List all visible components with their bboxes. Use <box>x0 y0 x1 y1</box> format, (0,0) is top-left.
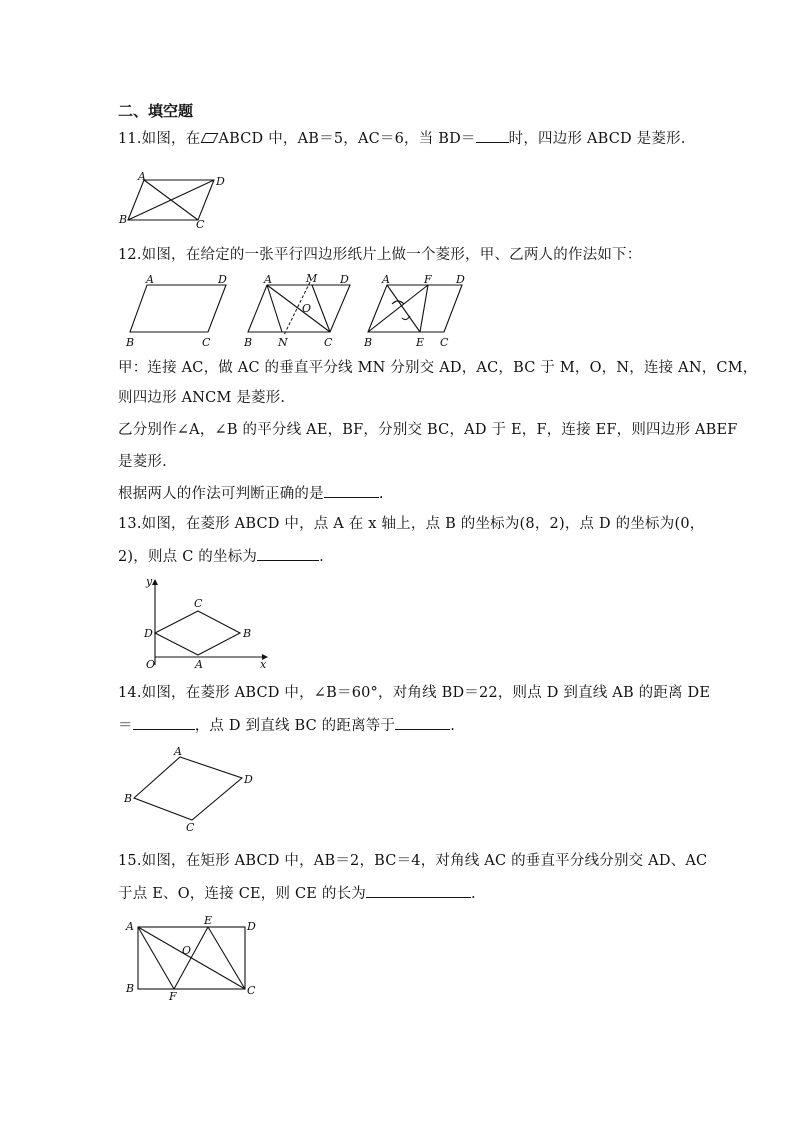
q13-label-d: D <box>144 627 153 640</box>
q13-label-c: C <box>194 597 203 610</box>
q13-label-a: A <box>195 658 203 670</box>
parallelogram-symbol-icon <box>201 133 219 143</box>
q15-line2: 于点 E、O，连接 CE，则 CE 的长为 . <box>118 883 476 904</box>
q14-label-a: A <box>174 745 182 758</box>
q13-label-y: y <box>146 575 153 588</box>
q12-fig3-label-d: D <box>456 273 465 286</box>
q13-answer-blank[interactable] <box>257 546 319 561</box>
q11-label-a: A <box>138 170 146 183</box>
q15-answer-blank[interactable] <box>366 883 471 898</box>
q14-figure <box>122 745 262 835</box>
q15-label-a: A <box>126 920 134 933</box>
q12-fig3-label-a: A <box>382 273 390 286</box>
q12-yi-line2: 是菱形. <box>118 454 167 470</box>
q15-label-e: E <box>204 914 213 927</box>
section-title: 二、填空题 <box>118 102 194 120</box>
q12-fig2-label-c: C <box>324 336 333 349</box>
q12-jia-line2: 则四边形 ANCM 是菱形. <box>118 390 286 406</box>
q12-fig2-label-d: D <box>340 273 349 286</box>
q12-text: 12.如图，在给定的一张平行四边形纸片上做一个菱形，甲、乙两人的作法如下： <box>118 247 642 263</box>
q11-text: 11.如图，在 ABCD 中，AB＝5，AC＝6，当 BD＝ 时，四边形 ABCD 是菱形. <box>118 128 686 149</box>
q14-line2: ＝ ，点 D 到直线 BC 的距离等于 . <box>118 715 455 736</box>
q12-answer-blank[interactable] <box>324 483 379 498</box>
q12-fig3-label-c: C <box>440 336 449 349</box>
q15-figure <box>120 912 265 1002</box>
q14-label-c: C <box>186 821 195 834</box>
q12-fig2-label-m: M <box>306 272 318 285</box>
q15-label-o: O <box>182 944 192 957</box>
q12-fig1-label-a: A <box>146 273 154 286</box>
q13-line1: 13.如图，在菱形 ABCD 中，点 A 在 x 轴上，点 B 的坐标为(8，2)，点 D 的坐标为(0， <box>118 516 705 532</box>
q12-fig2-label-n: N <box>278 336 288 349</box>
q11-label-c: C <box>196 218 205 230</box>
q14-line1: 14.如图，在菱形 ABCD 中，∠B＝60°，对角线 BD＝22，则点 D 到直线 AB 的距离 DE <box>118 685 711 701</box>
q12-fig2-label-a: A <box>264 273 272 286</box>
q11-label-b: B <box>119 213 128 226</box>
q12-fig3-label-b: B <box>364 336 373 349</box>
q12-figure-yi <box>362 270 477 350</box>
q15-label-f: F <box>169 990 177 1002</box>
q15-line1: 15.如图，在矩形 ABCD 中，AB＝2，BC＝4，对角线 AC 的垂直平分线分别交 AD、AC <box>118 853 708 869</box>
q13-label-x: x <box>260 658 267 670</box>
q14-answer-blank-bc[interactable] <box>395 715 450 730</box>
q12-fig3-label-e: E <box>416 336 425 349</box>
q12-figure-jia <box>242 270 357 350</box>
q13-label-b: B <box>243 627 252 640</box>
q13-coordinate-figure <box>140 575 275 670</box>
q12-fig1-label-c: C <box>202 336 211 349</box>
q11-figure <box>116 170 236 230</box>
q12-figure-original <box>122 270 232 350</box>
q12-fig1-label-b: B <box>126 336 135 349</box>
q14-answer-blank-de[interactable] <box>133 715 195 730</box>
q12-fig2-label-o: O <box>302 302 312 315</box>
q12-yi-line1: 乙分别作∠A，∠B 的平分线 AE，BF，分别交 BC，AD 于 E，F，连接 EF，则四边形 ABEF <box>118 422 738 438</box>
q11-label-d: D <box>216 175 225 188</box>
q14-label-b: B <box>124 792 133 805</box>
q12-fig2-label-b: B <box>244 336 253 349</box>
q12-fig3-label-f: F <box>424 273 432 286</box>
q13-label-o: O <box>146 658 156 670</box>
q12-jia-line1: 甲：连接 AC，做 AC 的垂直平分线 MN 分别交 AD，AC，BC 于 M，O，N，连接 AN，CM， <box>118 360 758 376</box>
q15-label-d: D <box>247 920 256 933</box>
q12-fig1-label-d: D <box>218 273 227 286</box>
q15-label-b: B <box>126 982 135 995</box>
q12-judge-line: 根据两人的作法可判断正确的是 . <box>118 483 384 504</box>
q15-label-c: C <box>247 984 256 997</box>
q13-line2: 2)，则点 C 的坐标为 . <box>118 546 324 567</box>
q14-label-d: D <box>244 773 253 786</box>
q11-answer-blank[interactable] <box>476 128 509 143</box>
